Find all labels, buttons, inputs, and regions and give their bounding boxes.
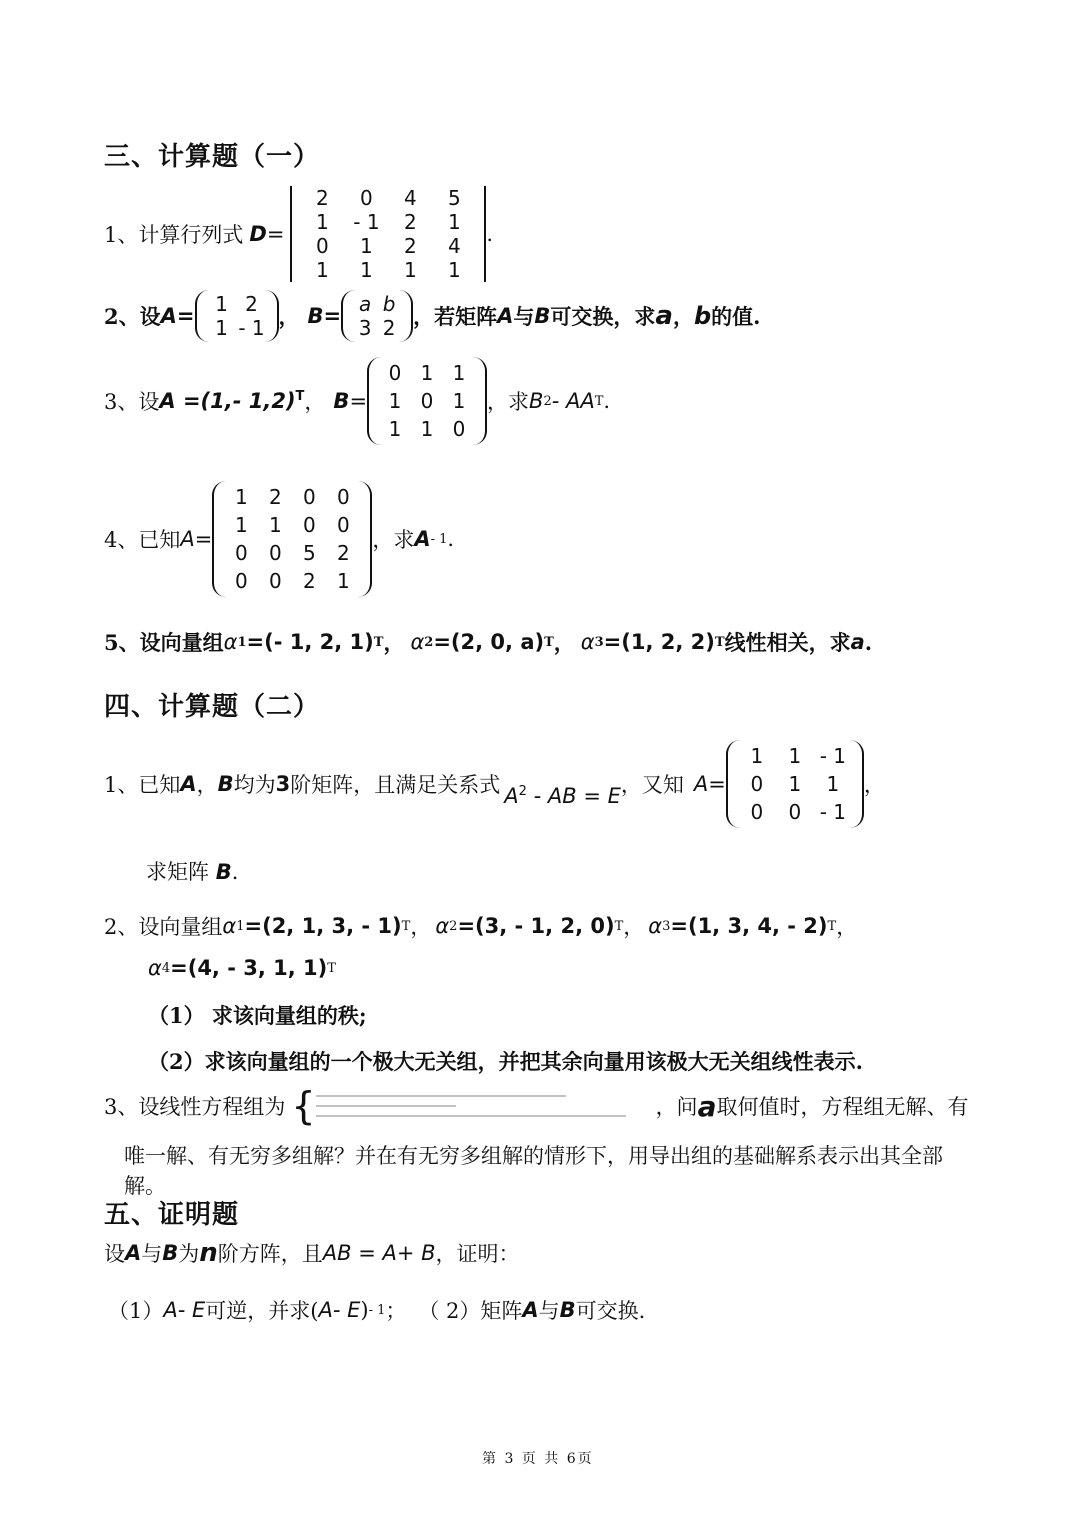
part-1-label: （1）	[108, 1299, 164, 1323]
matrix-cell: 1	[452, 361, 466, 385]
determinant-d	[290, 186, 486, 282]
question-3-1	[104, 182, 493, 286]
question-text: 计算行列式	[138, 223, 244, 247]
question-number: 4、	[104, 528, 139, 552]
question-4-1	[104, 738, 885, 830]
question-4-1-line2	[146, 856, 238, 886]
transpose-mark: T	[614, 918, 624, 934]
variable-a: A	[180, 527, 195, 551]
transpose-mark: T	[544, 634, 554, 650]
matrix-cell: 0	[316, 234, 329, 258]
separator: ，	[278, 304, 300, 329]
alpha-3: α	[580, 630, 595, 654]
alpha-1: α	[223, 630, 238, 654]
relation-a: A	[504, 784, 519, 808]
proof-parts	[108, 1292, 645, 1328]
matrix-cell: 0	[788, 800, 802, 824]
question-text: 阶矩阵，且满足关系式	[290, 773, 501, 797]
vector-value: =(- 1, 2, 1)	[246, 630, 374, 654]
matrix-cell: 1	[448, 258, 461, 282]
result-a: A	[414, 527, 431, 551]
variable-b: B	[307, 304, 324, 328]
comma: ，	[410, 915, 432, 939]
matrix-cell: 2	[316, 186, 329, 210]
question-text: ，又知	[620, 773, 684, 797]
matrix-cell: 1	[788, 744, 802, 768]
separator: ，	[304, 390, 326, 414]
question-prefix: 已知	[138, 528, 181, 552]
vector-value: =(1, 3, 4, - 2)	[670, 914, 828, 938]
matrix-cell: 1	[404, 258, 417, 282]
matrix-cell: 5	[302, 541, 316, 565]
equals-sign: =	[176, 304, 195, 328]
order-number: 3	[275, 772, 291, 796]
matrix-cell: 1	[316, 258, 329, 282]
variable-a: A	[180, 772, 197, 796]
matrix-cell: 1	[452, 389, 466, 413]
transpose-mark: T	[714, 634, 725, 650]
proof-text: 为	[178, 1242, 200, 1266]
question-text: ，问	[655, 1095, 698, 1119]
subscript: 2	[424, 634, 434, 650]
matrix-cell: 0	[750, 772, 764, 796]
expression-a-minus-e: A- E	[318, 1298, 361, 1322]
matrix-a	[195, 290, 279, 342]
matrix-cell: 1	[215, 316, 228, 340]
question-number: 2、	[104, 304, 140, 329]
question-text: 取何值时，方程组无解、有	[716, 1095, 969, 1119]
variable-b: B	[534, 304, 551, 328]
subscript: 3	[594, 634, 604, 650]
vector-value: =(4, - 3, 1, 1)	[170, 956, 328, 980]
period: .	[447, 527, 455, 551]
part-2-label: （ 2）矩阵	[418, 1299, 523, 1323]
matrix-cell: 0	[234, 569, 248, 593]
comma: ，	[553, 630, 575, 655]
question-text: ，若矩阵	[413, 304, 498, 329]
question-prefix: 设	[139, 304, 161, 329]
variable-b: B	[217, 772, 234, 796]
variable-n: n	[199, 1238, 218, 1268]
question-text: 线性相关，求	[724, 630, 851, 655]
comma: ，	[672, 304, 694, 329]
question-number: 3、	[104, 1095, 139, 1119]
matrix-cell: 1	[234, 485, 248, 509]
inverse-mark: - 1	[368, 1302, 386, 1318]
equals-sign: =	[194, 527, 213, 551]
matrix-cell: a	[358, 292, 372, 316]
equation-ab: AB = A+ B	[322, 1241, 436, 1265]
subscript: 1	[236, 918, 245, 934]
matrix-cell: 0	[234, 541, 248, 565]
matrix-cell: - 1	[819, 800, 846, 824]
matrix-cell: 0	[452, 417, 466, 441]
matrix-cell: 2	[404, 234, 417, 258]
proof-text: 可逆，并求(	[205, 1299, 319, 1323]
matrix-cell: 0	[750, 800, 764, 824]
comma: ，	[863, 773, 885, 797]
question-number: 2、	[104, 915, 139, 939]
variable-a: A	[160, 304, 177, 328]
transpose-mark: T	[827, 918, 837, 934]
section-title-computation-2: 四、计算题（二）	[104, 692, 321, 722]
equation-system-image	[316, 1087, 656, 1125]
question-number: 5、	[104, 630, 140, 655]
proof-text: 与	[141, 1242, 163, 1266]
question-text: ，求	[372, 528, 415, 552]
matrix-cell: 0	[388, 361, 402, 385]
matrix-cell: 0	[420, 389, 434, 413]
result-b: B	[529, 389, 544, 413]
question-text: 可交换，求	[550, 304, 656, 329]
page-footer: 第 3 页 共 6页	[482, 1451, 594, 1467]
matrix-cell: 1	[826, 772, 840, 796]
matrix-cell: 1	[360, 258, 373, 282]
question-3-4	[104, 480, 454, 598]
transpose-mark: T	[295, 389, 305, 404]
alpha-4: α	[148, 956, 162, 980]
vector-value: =(2, 1, 3, - 1)	[244, 914, 402, 938]
equals-sign: =	[708, 772, 726, 796]
variable-a: A	[693, 772, 709, 796]
period: .	[231, 860, 239, 884]
variable-b: B	[215, 860, 232, 884]
period: .	[486, 222, 494, 246]
question-text: 设向量组	[138, 915, 223, 939]
subscript: 2	[449, 918, 458, 934]
matrix-b	[341, 290, 413, 342]
matrix-cell: - 1	[819, 744, 846, 768]
alpha-3: α	[648, 914, 663, 938]
matrix-cell: 1	[420, 361, 434, 385]
question-4-2-sub1: （1） 求该向量组的秩;	[148, 1003, 367, 1028]
period: .	[864, 629, 873, 655]
matrix-cell: 2	[302, 569, 316, 593]
vector-a-expression: A =(1,- 1,2)	[159, 389, 296, 413]
proof-text: 阶方阵，且	[217, 1242, 323, 1266]
question-text: 均为	[233, 773, 276, 797]
comma: ，	[383, 630, 405, 655]
variable-b: B	[333, 389, 350, 413]
matrix-cell: - 1	[353, 210, 380, 234]
matrix-cell: 2	[336, 541, 350, 565]
matrix-b	[367, 357, 487, 445]
question-text: 求矩阵	[146, 860, 216, 884]
matrix-cell: 0	[268, 569, 282, 593]
question-prefix: 设	[138, 390, 160, 414]
variable-b-lower: b	[693, 302, 712, 330]
variable-a: A	[522, 1298, 539, 1322]
question-3-3	[104, 356, 610, 446]
matrix-cell: 4	[404, 186, 417, 210]
matrix-cell: - 1	[238, 316, 265, 340]
matrix-cell: 1	[316, 210, 329, 234]
question-text: 设线性方程组为	[138, 1095, 286, 1119]
matrix-cell: 1	[750, 744, 764, 768]
question-text: ，求	[487, 390, 530, 414]
question-number: 1、	[104, 773, 139, 797]
question-4-2-sub2: （2）求该向量组的一个极大无关组，并把其余向量用该极大无关组线性表示.	[148, 1049, 863, 1074]
section-title-computation-1: 三、计算题（一）	[104, 142, 321, 172]
matrix-cell: 0	[268, 541, 282, 565]
matrix-cell: 1	[788, 772, 802, 796]
equals-sign: =	[266, 222, 285, 246]
question-4-3-line2: 唯一解、有无穷多组解？并在有无穷多组解的情形下，用导出组的基础解系表示出其全部	[124, 1144, 943, 1168]
question-4-2-alpha4	[148, 950, 336, 986]
proof-statement	[104, 1236, 520, 1270]
comma: ，	[836, 915, 858, 939]
inverse-mark: - 1	[430, 531, 448, 547]
proof-text: 与	[538, 1299, 560, 1323]
matrix-cell: 0	[360, 186, 373, 210]
question-4-3	[104, 1084, 968, 1128]
variable-a-lower: a	[655, 301, 673, 331]
question-number: 1、	[104, 223, 139, 247]
square-mark: 2	[518, 784, 527, 799]
subscript: 3	[662, 918, 671, 934]
question-3-5	[104, 622, 872, 662]
proof-text: ，证明：	[435, 1242, 520, 1266]
brace-icon: {	[291, 1084, 316, 1128]
matrix-cell: 1	[215, 292, 228, 316]
matrix-cell: 1	[448, 210, 461, 234]
variable-b: B	[559, 1298, 576, 1322]
alpha-2: α	[435, 914, 450, 938]
proof-text: 设	[104, 1242, 125, 1266]
matrix-cell: 1	[360, 234, 373, 258]
matrix-cell: 0	[336, 513, 350, 537]
variable-d: D	[249, 222, 267, 246]
matrix-cell: 2	[245, 292, 258, 316]
matrix-cell: 5	[448, 186, 461, 210]
variable-b: B	[162, 1241, 179, 1265]
matrix-cell: 0	[302, 485, 316, 509]
matrix-cell: 1	[234, 513, 248, 537]
matrix-cell: b	[382, 292, 396, 316]
variable-a: A	[497, 304, 514, 328]
alpha-1: α	[222, 914, 237, 938]
variable-a: A	[125, 1241, 142, 1265]
matrix-cell: 1	[420, 417, 434, 441]
question-number: 3、	[104, 390, 139, 414]
equals-sign: =	[323, 304, 342, 328]
proof-text: 可交换.	[575, 1299, 646, 1323]
matrix-cell: 2	[268, 485, 282, 509]
variable-a-lower: a	[850, 630, 865, 654]
question-text: 的值.	[711, 304, 761, 329]
question-text: 与	[513, 304, 535, 329]
question-text: 设向量组	[139, 630, 224, 655]
subscript: 1	[237, 634, 247, 650]
comma: ，	[623, 915, 645, 939]
transpose-mark: T	[373, 634, 384, 650]
matrix-cell: 1	[388, 389, 402, 413]
equals-sign: =	[349, 389, 368, 413]
matrix-cell: 1	[388, 417, 402, 441]
expression-a-minus-e: A- E	[163, 1298, 206, 1322]
transpose-mark: T	[327, 960, 336, 976]
variable-a-lower: a	[697, 1089, 717, 1123]
matrix-cell: 1	[268, 513, 282, 537]
matrix-cell: 0	[336, 485, 350, 509]
question-4-2	[104, 908, 857, 944]
section-title-proof: 五、证明题	[104, 1200, 240, 1230]
transpose-mark: T	[401, 918, 411, 934]
matrix-cell: 3	[358, 316, 372, 340]
period: .	[603, 389, 611, 413]
matrix-cell: 2	[404, 210, 417, 234]
matrix-cell: 2	[382, 316, 396, 340]
vector-value: =(3, - 1, 2, 0)	[457, 914, 615, 938]
question-4-3-line3: 解。	[124, 1174, 166, 1198]
comma: ，	[196, 773, 218, 797]
matrix-a	[726, 740, 864, 828]
question-text: 已知	[138, 773, 181, 797]
matrix-a	[212, 481, 372, 597]
matrix-cell: 1	[336, 569, 350, 593]
vector-value: =(2, 0, a)	[433, 630, 545, 654]
semicolon: ；	[385, 1299, 407, 1323]
vector-value: =(1, 2, 2)	[603, 630, 715, 654]
alpha-2: α	[410, 630, 425, 654]
square-mark: 2	[543, 393, 552, 409]
close-paren: )	[360, 1298, 369, 1322]
transpose-mark: T	[594, 393, 604, 409]
relation-expression: - AB = E	[526, 784, 621, 808]
question-3-2	[104, 288, 760, 344]
matrix-cell: 4	[448, 234, 461, 258]
result-aat: - AA	[551, 389, 595, 413]
matrix-cell: 0	[302, 513, 316, 537]
subscript: 4	[161, 960, 171, 976]
